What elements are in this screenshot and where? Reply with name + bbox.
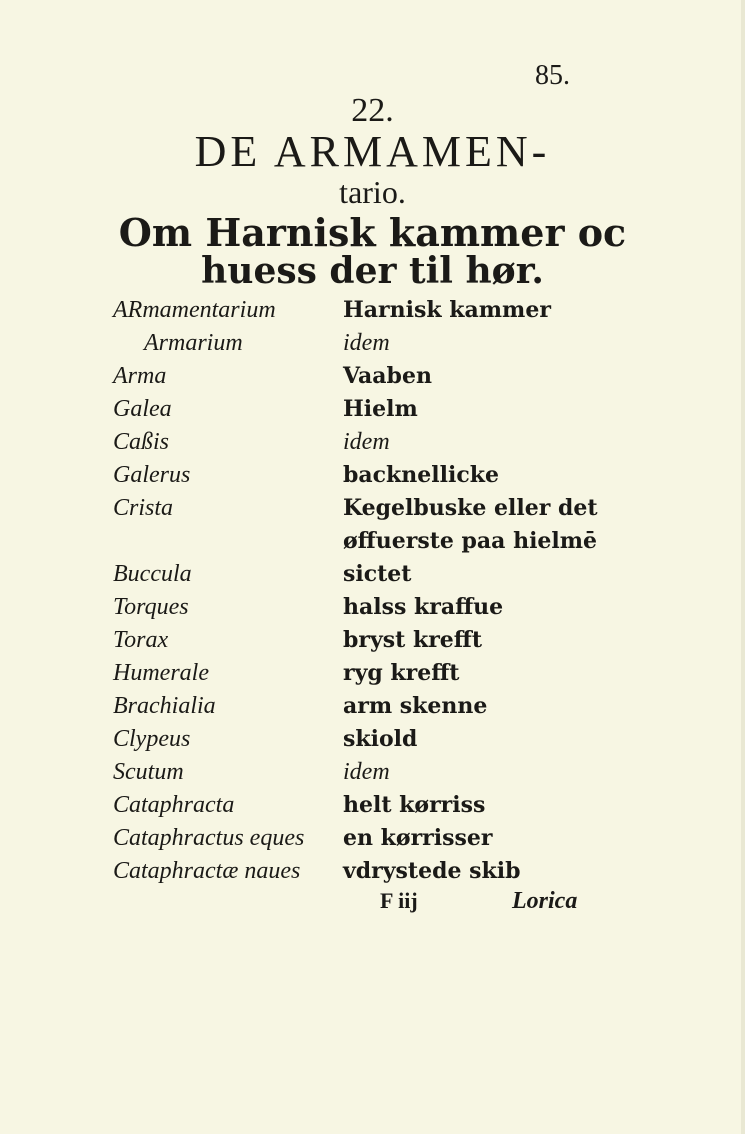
danish-term: idem <box>343 330 390 356</box>
latin-title-line2: tario. <box>339 174 406 210</box>
latin-term: Brachialia <box>113 693 216 719</box>
danish-title-line2: huess der til hør. <box>201 250 544 292</box>
latin-term: Cataphractus eques <box>113 825 305 851</box>
latin-term: Cataphracta <box>113 792 235 818</box>
danish-term: Hielm <box>343 396 418 422</box>
danish-term: halss kraffue <box>343 594 504 620</box>
latin-term: Torax <box>113 627 169 653</box>
danish-term: Vaaben <box>343 363 432 389</box>
latin-term: Scutum <box>113 759 184 785</box>
page-number: 85. <box>535 60 570 91</box>
list-item <box>0 693 745 725</box>
list-item <box>0 396 745 428</box>
list-item <box>0 561 745 593</box>
chapter-number: 22. <box>351 92 394 129</box>
list-item <box>0 330 745 362</box>
danish-term: idem <box>343 429 390 455</box>
latin-term: Caßis <box>113 429 170 455</box>
list-item <box>0 660 745 692</box>
list-item <box>0 429 745 461</box>
list-item <box>0 462 745 494</box>
list-item <box>0 726 745 758</box>
danish-term: arm skenne <box>343 693 488 719</box>
danish-term: ryg krefft <box>343 660 460 686</box>
danish-term: skiold <box>343 726 418 752</box>
latin-term: Buccula <box>113 561 192 587</box>
danish-term: backnellicke <box>343 462 499 488</box>
danish-term: Kegelbuske eller det <box>343 495 598 521</box>
latin-term: Crista <box>113 495 174 521</box>
danish-term: sictet <box>343 561 412 587</box>
list-item <box>0 759 745 791</box>
list-item <box>0 858 745 890</box>
latin-term: Galea <box>113 396 172 422</box>
list-item <box>0 528 745 560</box>
latin-term: Humerale <box>113 660 209 686</box>
catchword: Lorica <box>512 888 578 914</box>
page-edge <box>741 0 745 1134</box>
list-item <box>0 825 745 857</box>
list-item <box>0 792 745 824</box>
danish-term: idem <box>343 759 390 785</box>
danish-term: vdrystede skib <box>343 858 521 884</box>
list-item <box>0 363 745 395</box>
danish-term: Harnisk kammer <box>343 297 551 323</box>
signature-mark: F iij <box>380 888 418 913</box>
latin-term: Torques <box>113 594 189 620</box>
danish-term: bryst krefft <box>343 627 483 653</box>
latin-term: Clypeus <box>113 726 191 752</box>
latin-term: Galerus <box>113 462 191 488</box>
danish-term: helt kørriss <box>343 792 486 818</box>
latin-term: Armarium <box>144 330 243 356</box>
danish-title-line1: Om Harnisk kammer oc <box>118 210 627 255</box>
latin-term: Arma <box>113 363 167 389</box>
latin-term: ARmamentarium <box>113 297 276 323</box>
list-item <box>0 594 745 626</box>
page-footer <box>0 888 745 924</box>
latin-title-line1: DE ARMAMEN- <box>194 127 551 176</box>
list-item <box>0 627 745 659</box>
latin-term: Cataphractæ naues <box>113 858 301 884</box>
danish-term: en kørrisser <box>343 825 493 851</box>
danish-term: øffuerste paa hielmē <box>343 528 598 554</box>
list-item <box>0 495 745 527</box>
list-item <box>0 297 745 329</box>
